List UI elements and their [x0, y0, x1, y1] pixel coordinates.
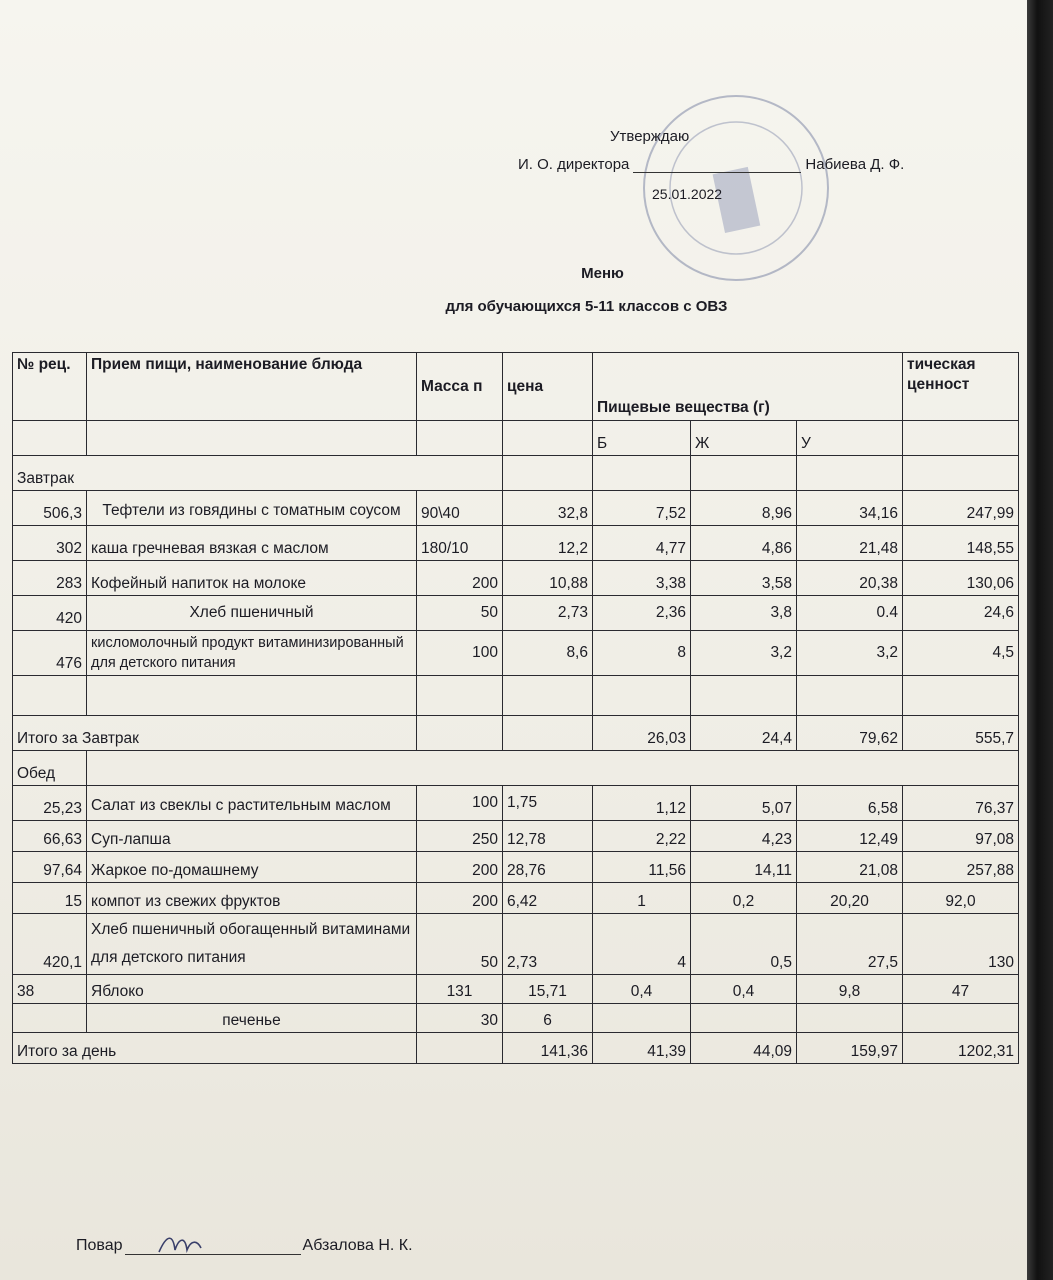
- row-mass: 50: [417, 596, 503, 631]
- empty-cell: [903, 676, 1019, 716]
- table-row: [13, 491, 1019, 526]
- row-num: 420,1: [13, 914, 87, 975]
- row-dish: компот из свежих фруктов: [87, 883, 417, 914]
- row-price: 28,76: [503, 852, 593, 883]
- breakfast-total-b: 26,03: [593, 716, 691, 751]
- row-energy: 97,08: [903, 821, 1019, 852]
- empty-cell: [417, 676, 503, 716]
- row-b: 11,56: [593, 852, 691, 883]
- day-total-price: 141,36: [503, 1033, 593, 1064]
- row-dish: Салат из свеклы с растительным маслом: [87, 786, 417, 821]
- header-blank: [503, 421, 593, 456]
- row-b: 8: [593, 631, 691, 676]
- row-zh: [691, 1004, 797, 1033]
- row-zh: 14,11: [691, 852, 797, 883]
- row-u: 21,48: [797, 526, 903, 561]
- row-price: 12,78: [503, 821, 593, 852]
- empty-cell: [593, 676, 691, 716]
- section-blank: [503, 456, 593, 491]
- director-label: И. О. директора: [518, 156, 630, 173]
- approve-label: Утверждаю: [610, 128, 690, 145]
- handwritten-signature: [155, 1230, 215, 1258]
- breakfast-total-energy: 555,7: [903, 716, 1019, 751]
- row-price: 6: [503, 1004, 593, 1033]
- row-zh: 5,07: [691, 786, 797, 821]
- row-num: 25,23: [13, 786, 87, 821]
- section-breakfast: Завтрак: [13, 456, 503, 491]
- header-blank: [87, 421, 417, 456]
- row-price: 12,2: [503, 526, 593, 561]
- header-mass: Масса п: [417, 353, 503, 421]
- signature-line: [125, 1236, 301, 1255]
- row-num: 476: [13, 631, 87, 676]
- row-u: 12,49: [797, 821, 903, 852]
- row-zh: 0,5: [691, 914, 797, 975]
- row-b: 2,22: [593, 821, 691, 852]
- row-mass: 100: [417, 786, 503, 821]
- row-energy: 24,6: [903, 596, 1019, 631]
- header-blank: [417, 421, 503, 456]
- row-zh: 0,2: [691, 883, 797, 914]
- row-b: 3,38: [593, 561, 691, 596]
- row-price: 2,73: [503, 914, 593, 975]
- row-u: 3,2: [797, 631, 903, 676]
- header-blank: [903, 421, 1019, 456]
- row-b: 7,52: [593, 491, 691, 526]
- row-energy: 130: [903, 914, 1019, 975]
- signature-line: [633, 158, 801, 173]
- row-b: 4: [593, 914, 691, 975]
- table-row: [13, 852, 1019, 883]
- cook-signature-line: [76, 1236, 413, 1255]
- row-dish: печенье: [87, 1004, 417, 1033]
- section-lunch: Обед: [13, 751, 87, 786]
- menu-table: [12, 352, 1019, 1064]
- header-nutrients: Пищевые вещества (г): [593, 353, 903, 421]
- row-u: 20,38: [797, 561, 903, 596]
- row-b: 0,4: [593, 975, 691, 1004]
- row-u: 27,5: [797, 914, 903, 975]
- table-row: [13, 786, 1019, 821]
- row-dish: Яблоко: [87, 975, 417, 1004]
- row-mass: 50: [417, 914, 503, 975]
- row-b: 1: [593, 883, 691, 914]
- row-zh: 3,8: [691, 596, 797, 631]
- row-dish: Хлеб пшеничный: [87, 596, 417, 631]
- section-blank: [903, 456, 1019, 491]
- row-num: 420: [13, 596, 87, 631]
- row-energy: 47: [903, 975, 1019, 1004]
- row-zh: 3,2: [691, 631, 797, 676]
- page-subtitle: для обучающихся 5-11 классов с ОВЗ: [445, 298, 728, 315]
- day-total-label: Итого за день: [13, 1033, 417, 1064]
- row-price: 1,75: [503, 786, 593, 821]
- row-zh: 3,58: [691, 561, 797, 596]
- header-blank: [13, 421, 87, 456]
- row-mass: 200: [417, 561, 503, 596]
- header-energy: тическая ценност: [903, 353, 1019, 421]
- row-dish: кисломолочный продукт витаминизированный для детского питания: [87, 631, 417, 676]
- row-u: 20,20: [797, 883, 903, 914]
- table-row: [13, 1004, 1019, 1033]
- row-u: 0.4: [797, 596, 903, 631]
- row-num: 97,64: [13, 852, 87, 883]
- row-b: 4,77: [593, 526, 691, 561]
- row-zh: 4,86: [691, 526, 797, 561]
- row-u: 6,58: [797, 786, 903, 821]
- cook-label: Повар: [76, 1237, 123, 1254]
- row-num: 66,63: [13, 821, 87, 852]
- empty-cell: [691, 676, 797, 716]
- row-energy: 76,37: [903, 786, 1019, 821]
- row-num: 506,3: [13, 491, 87, 526]
- table-row: [13, 914, 1019, 975]
- row-dish: Хлеб пшеничный обогащенный витаминами для детского питания: [87, 914, 417, 975]
- header-price: цена: [503, 353, 593, 421]
- row-mass: 100: [417, 631, 503, 676]
- row-b: 2,36: [593, 596, 691, 631]
- row-dish: Кофейный напиток на молоке: [87, 561, 417, 596]
- row-num: [13, 1004, 87, 1033]
- row-dish: Суп-лапша: [87, 821, 417, 852]
- row-dish: Тефтели из говядины с томатным соусом: [87, 491, 417, 526]
- header-num: № рец.: [13, 353, 87, 421]
- row-dish: Жаркое по-домашнему: [87, 852, 417, 883]
- header-zh: Ж: [691, 421, 797, 456]
- day-total-energy: 1202,31: [903, 1033, 1019, 1064]
- row-mass: 131: [417, 975, 503, 1004]
- row-mass: 90\40: [417, 491, 503, 526]
- director-name: Набиева Д. Ф.: [805, 156, 905, 173]
- row-mass: 200: [417, 883, 503, 914]
- header-dish: Прием пищи, наименование блюда: [87, 353, 417, 421]
- row-energy: [903, 1004, 1019, 1033]
- total-blank: [503, 716, 593, 751]
- row-price: 15,71: [503, 975, 593, 1004]
- empty-cell: [13, 676, 87, 716]
- breakfast-total-label: Итого за Завтрак: [13, 716, 417, 751]
- row-price: 32,8: [503, 491, 593, 526]
- header-b: Б: [593, 421, 691, 456]
- breakfast-total-u: 79,62: [797, 716, 903, 751]
- header-u: У: [797, 421, 903, 456]
- row-mass: 30: [417, 1004, 503, 1033]
- breakfast-total-zh: 24,4: [691, 716, 797, 751]
- row-num: 302: [13, 526, 87, 561]
- table-row: [13, 561, 1019, 596]
- section-blank: [593, 456, 691, 491]
- empty-cell: [797, 676, 903, 716]
- cook-name: Абзалова Н. К.: [302, 1237, 413, 1254]
- table-row: [13, 975, 1019, 1004]
- table-row-empty: [13, 676, 1019, 716]
- row-price: 8,6: [503, 631, 593, 676]
- table-row: [13, 631, 1019, 676]
- row-energy: 92,0: [903, 883, 1019, 914]
- row-energy: 4,5: [903, 631, 1019, 676]
- day-total-row: [13, 1033, 1019, 1064]
- row-zh: 4,23: [691, 821, 797, 852]
- row-price: 2,73: [503, 596, 593, 631]
- row-num: 38: [13, 975, 87, 1004]
- day-total-u: 159,97: [797, 1033, 903, 1064]
- row-zh: 0,4: [691, 975, 797, 1004]
- row-energy: 148,55: [903, 526, 1019, 561]
- day-total-zh: 44,09: [691, 1033, 797, 1064]
- row-num: 283: [13, 561, 87, 596]
- row-dish: каша гречневая вязкая с маслом: [87, 526, 417, 561]
- page-title: Меню: [581, 265, 624, 282]
- row-mass: 250: [417, 821, 503, 852]
- day-total-b: 41,39: [593, 1033, 691, 1064]
- row-num: 15: [13, 883, 87, 914]
- table-row: [13, 596, 1019, 631]
- row-u: 21,08: [797, 852, 903, 883]
- table-row: [13, 821, 1019, 852]
- row-price: 6,42: [503, 883, 593, 914]
- empty-cell: [503, 676, 593, 716]
- row-b: 1,12: [593, 786, 691, 821]
- section-blank: [797, 456, 903, 491]
- approval-date: 25.01.2022: [652, 186, 723, 202]
- row-b: [593, 1004, 691, 1033]
- row-u: [797, 1004, 903, 1033]
- row-u: 34,16: [797, 491, 903, 526]
- section-blank: [691, 456, 797, 491]
- total-blank: [417, 716, 503, 751]
- row-energy: 247,99: [903, 491, 1019, 526]
- table-row: [13, 883, 1019, 914]
- row-u: 9,8: [797, 975, 903, 1004]
- row-energy: 257,88: [903, 852, 1019, 883]
- table-row: [13, 526, 1019, 561]
- section-blank: [87, 751, 1019, 786]
- row-price: 10,88: [503, 561, 593, 596]
- breakfast-total-row: [13, 716, 1019, 751]
- row-zh: 8,96: [691, 491, 797, 526]
- row-mass: 200: [417, 852, 503, 883]
- row-mass: 180/10: [417, 526, 503, 561]
- director-line: [518, 156, 904, 173]
- page-edge-shadow: [1027, 0, 1053, 1280]
- total-blank: [417, 1033, 503, 1064]
- row-energy: 130,06: [903, 561, 1019, 596]
- empty-cell: [87, 676, 417, 716]
